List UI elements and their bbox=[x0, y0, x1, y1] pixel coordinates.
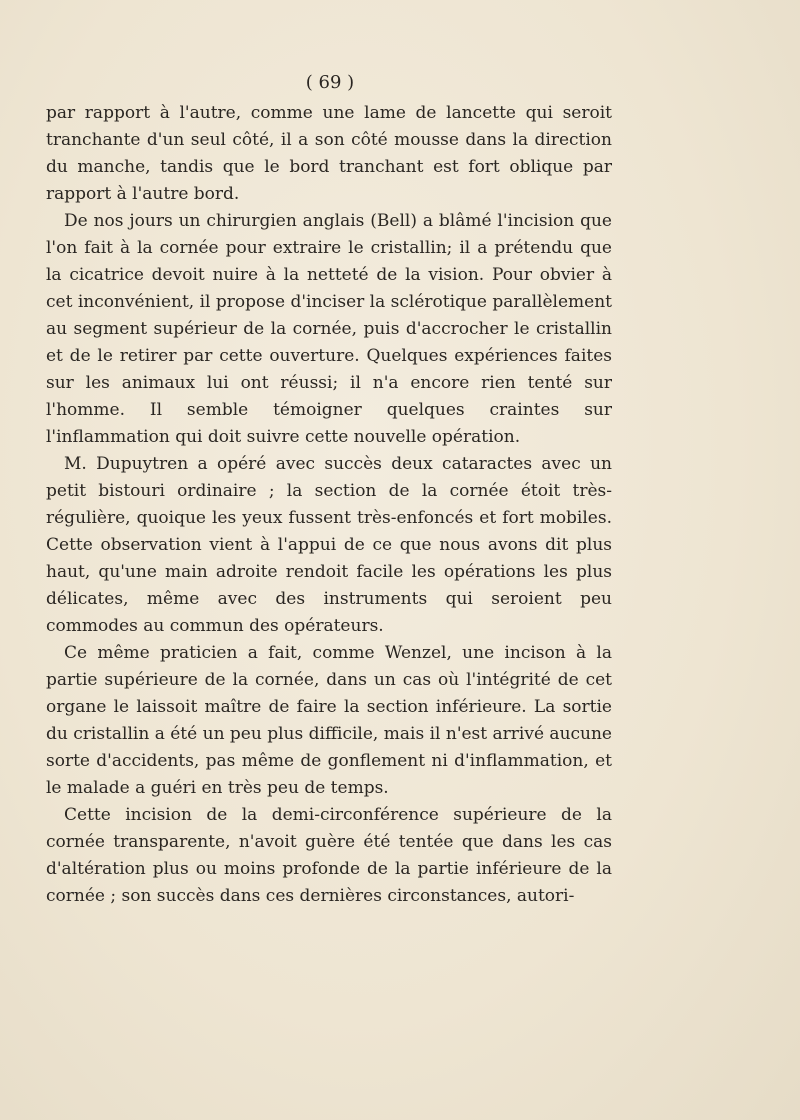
page-number: ( 69 ) bbox=[305, 72, 355, 93]
paragraph: Ce même praticien a fait, comme Wenzel, une incison à la partie supérieure de la cornée, dans un cas où l'intégrité de cet organe le laissoit maître de faire la section inférieure. La sortie du cristallin a été un peu plus difficile, mais il n'est arrivé aucune sorte d'accidents, pas même de gonflement ni d'inflammation, et le malade a guéri en très peu de temps. bbox=[46, 643, 612, 798]
paragraph: Cette incision de la demi-circonférence supérieure de la cornée transparente, n'avoit guère été tentée que dans les cas d'altération plus ou moins profonde de la partie inférieure de la cornée ; son succès dans ces dernières circonstances, autori- bbox=[46, 805, 612, 906]
paragraph: De nos jours un chirurgien anglais (Bell) a blâmé l'incision que l'on fait à la cornée pour extraire le cristallin; il a prétendu que la cicatrice devoit nuire à la netteté de la vision. Pour obvier à cet inconvénient, il propose d'inciser la sclérotique parallèlement au segment supérieur de la cornée, puis d'accrocher le cristallin et de le retirer par cette ouverture. Quelques expériences faites sur les animaux lui ont réussi; il n'a encore rien tenté sur l'homme. Il semble témoigner quelques craintes sur l'inflammation qui doit suivre cette nouvelle opération. bbox=[46, 211, 612, 447]
paragraph: par rapport à l'autre, comme une lame de lancette qui seroit tranchante d'un seul côté, il a son côté mousse dans la direction du manche, tandis que le bord tranchant est fort oblique par rapport à l'autre bord. bbox=[46, 103, 612, 204]
body-text bbox=[46, 100, 612, 910]
paragraph: M. Dupuytren a opéré avec succès deux cataractes avec un petit bistouri ordinaire ; la section de la cornée étoit très-régulière, quoique les yeux fussent très-enfoncés et fort mobiles. Cette observation vient à l'appui de ce que nous avons dit plus haut, qu'une main adroite rendoit facile les opérations les plus délicates, même avec des instruments qui seroient peu commodes au commun des opérateurs. bbox=[46, 454, 612, 636]
